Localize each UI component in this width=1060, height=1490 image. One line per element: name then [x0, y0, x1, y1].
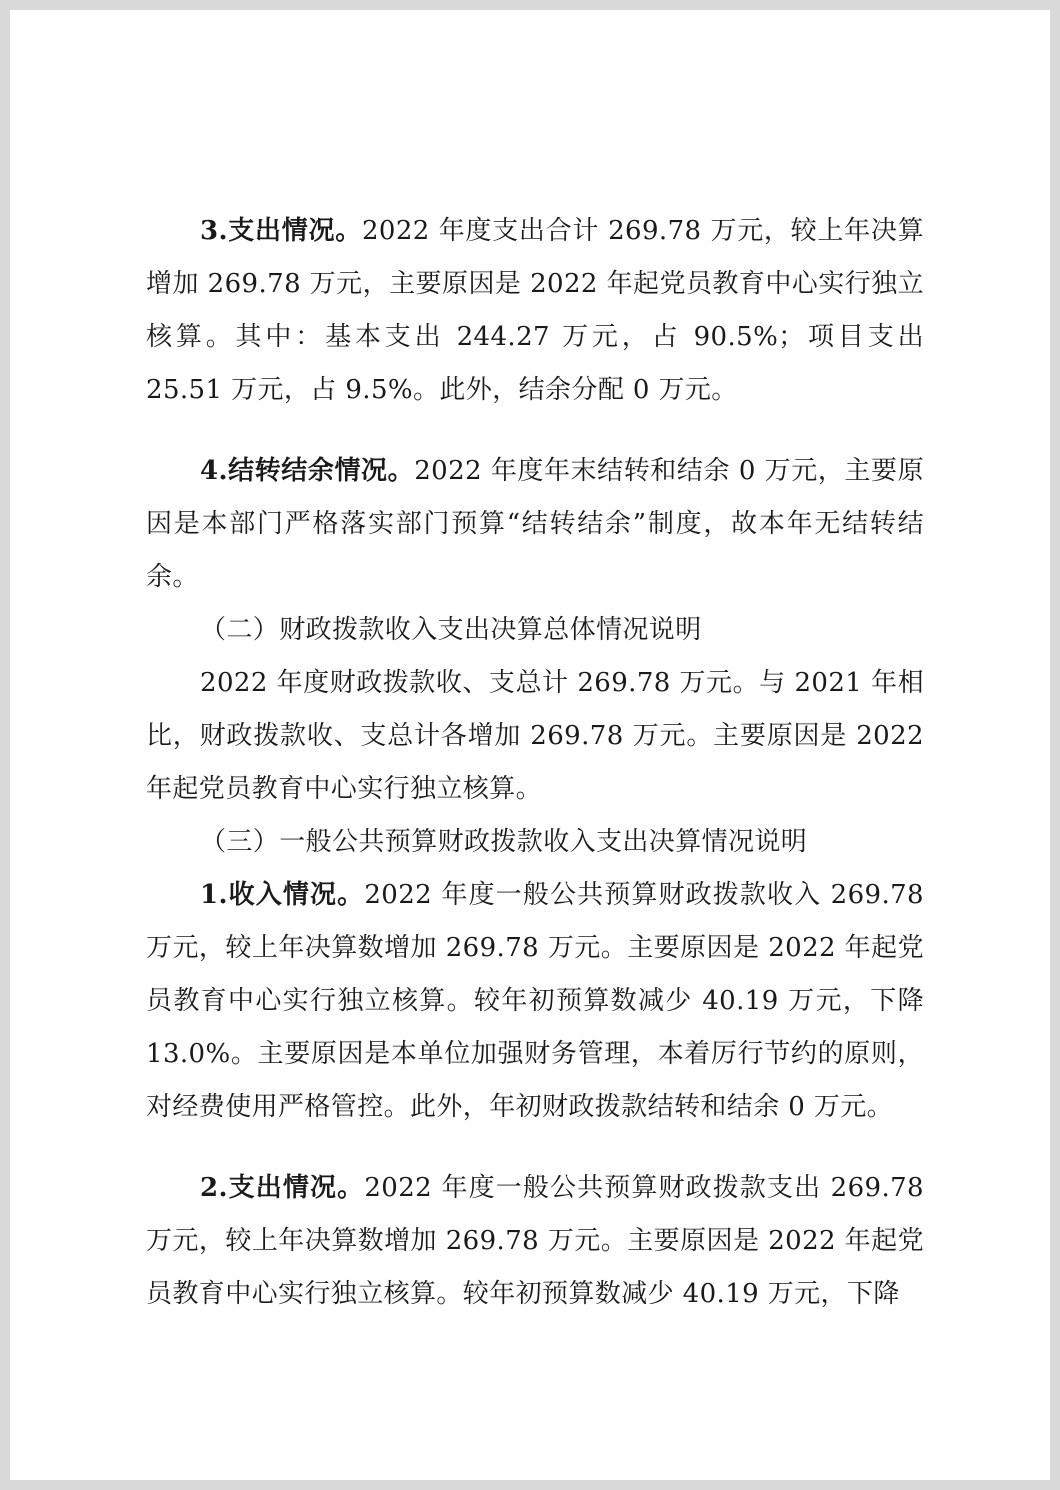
paragraph-text: 2022 年度一般公共预算财政拨款收入 269.78 万元，较上年决算数增加 269.78 万元。主要原因是 2022 年起党员教育中心实行独立核算。较年初预算数减少 40.19 万元，下降 13.0%。主要原因是本单位加强财务管理，本着厉行节约的原则，对经费使用严格管控。此外，年初财政拨款结转和结余 0 万元。 — [146, 880, 924, 1122]
section-heading-2: （二）财政拨款收入支出决算总体情况说明 — [200, 615, 702, 645]
section-heading-3: （三）一般公共预算财政拨款收入支出决算情况说明 — [200, 827, 808, 857]
document-page — [10, 10, 1050, 1480]
paragraph-lead: 2.支出情况。 — [200, 1173, 365, 1203]
paragraph-fiscal-total — [146, 657, 924, 816]
paragraph-carryover — [146, 445, 924, 604]
paragraph-lead: 3.支出情况。 — [200, 216, 362, 246]
paragraph-text: 2022 年度一般公共预算财政拨款支出 269.78 万元，较上年决算数增加 269.78 万元。主要原因是 2022 年起党员教育中心实行独立核算。较年初预算数减少 40.19 万元，下降 — [146, 1173, 924, 1309]
paragraph-expenditure — [146, 205, 924, 417]
paragraph-income — [146, 869, 924, 1134]
paragraph-text: 2022 年度年末结转和结余 0 万元，主要原因是本部门严格落实部门预算“结转结余”制度，故本年无结转结余。 — [146, 456, 924, 592]
paragraph-text: 2022 年度支出合计 269.78 万元，较上年决算增加 269.78 万元，主要原因是 2022 年起党员教育中心实行独立核算。其中：基本支出 244.27 万元，占 90.5%；项目支出 25.51 万元，占 9.5%。此外，结余分配 0 万元。 — [146, 216, 924, 405]
paragraph-lead: 4.结转结余情况。 — [200, 456, 415, 486]
document-body — [146, 205, 924, 1321]
paragraph-text: 2022 年度财政拨款收、支总计 269.78 万元。与 2021 年相比，财政拨款收、支总计各增加 269.78 万元。主要原因是 2022 年起党员教育中心实行独立核算。 — [146, 668, 924, 804]
paragraph-lead: 1.收入情况。 — [200, 880, 365, 910]
paragraph-general-expenditure — [146, 1162, 924, 1321]
